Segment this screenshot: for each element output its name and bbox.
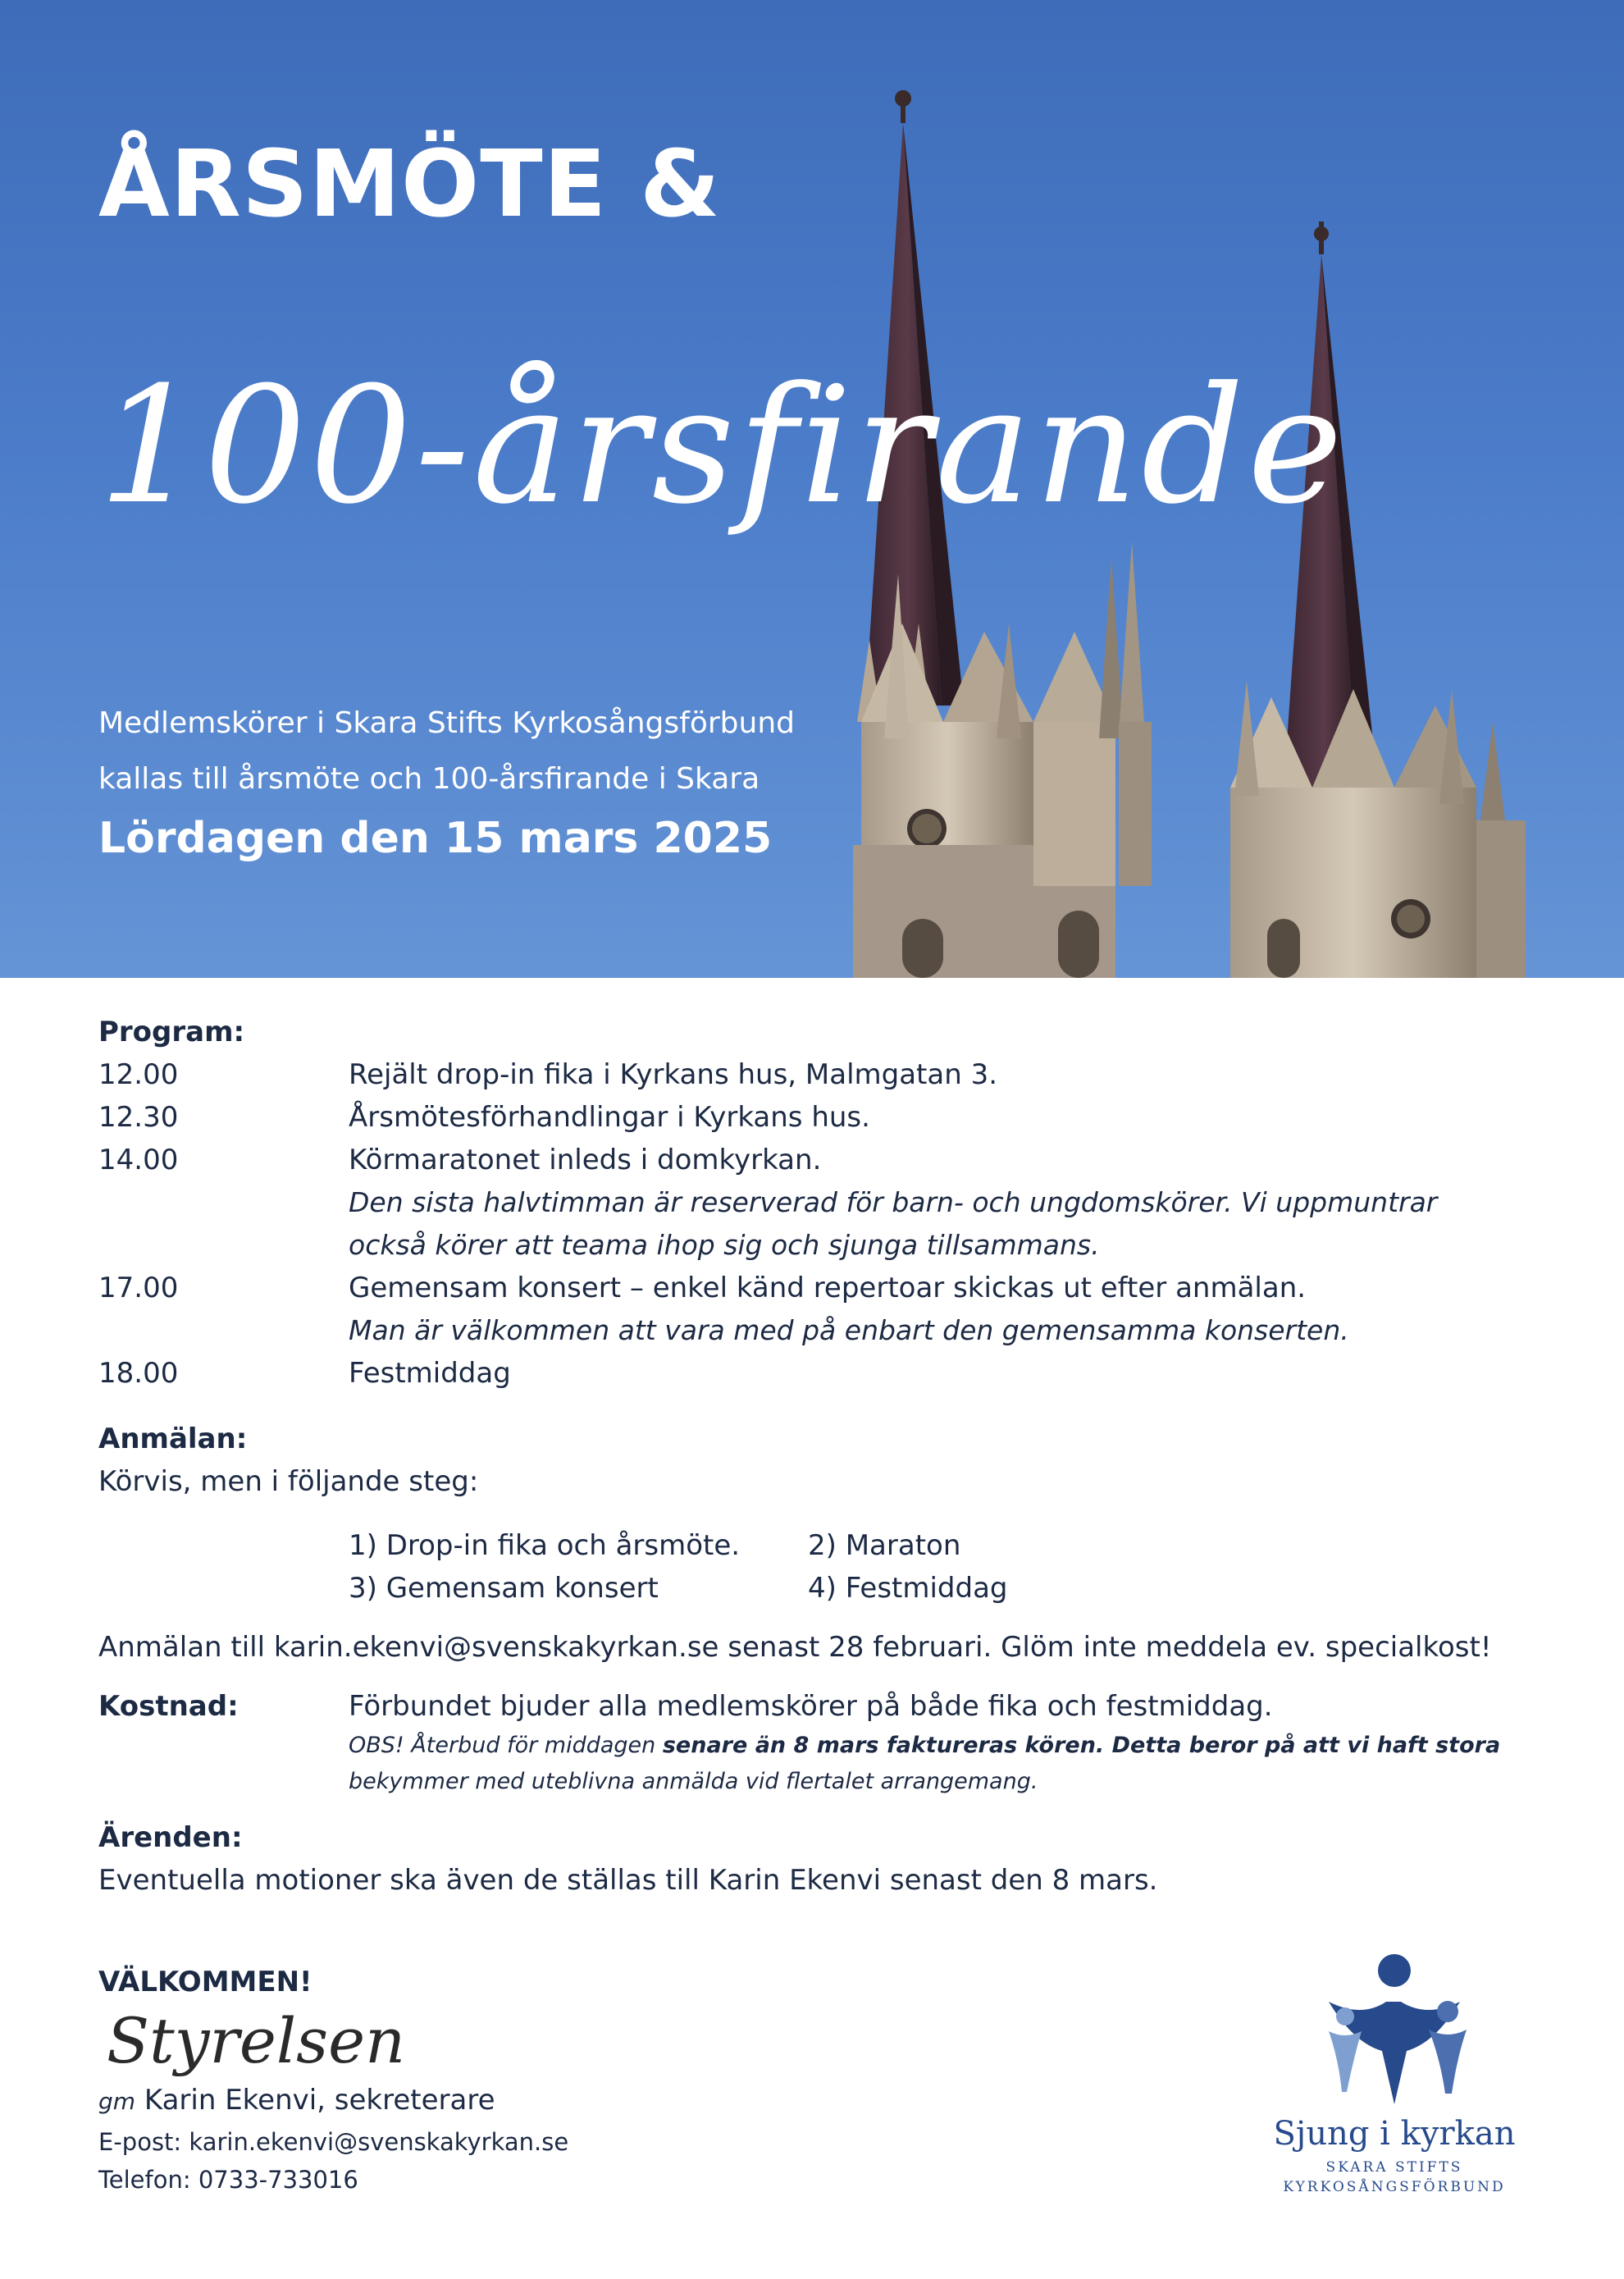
program-time: 17.00 (98, 1272, 179, 1304)
event-date: Lördagen den 15 mars 2025 (98, 814, 773, 863)
content-body (98, 1011, 1542, 1902)
title-line-1: ÅRSMÖTE & (98, 131, 721, 238)
program-row (98, 1139, 1542, 1181)
signup-intro: Körvis, men i följande steg: (98, 1465, 479, 1498)
singing-figures-icon (1296, 1952, 1493, 2117)
signatory (98, 2079, 837, 2123)
signup-step: 2) Maraton (808, 1529, 961, 1562)
intro-text (98, 696, 795, 807)
title-line-2: 100-årsfirande (98, 353, 1346, 540)
signatory-name: Karin Ekenvi, sekreterare (144, 2084, 495, 2117)
signup-contact-line: Anmälan till karin.ekenvi@svenskakyrkan.se senast 28 februari. Glöm inte meddela ev. specialkost! (98, 1631, 1492, 1664)
program-text: Gemensam konsert – enkel känd repertoar skickas ut efter anmälan. (349, 1272, 1307, 1304)
logo-subtitle-1: SKARA STIFTS (1325, 2159, 1463, 2176)
cost-note (98, 1728, 1542, 1764)
program-text: Årsmötesförhandlingar i Kyrkans hus. (349, 1101, 870, 1134)
gm-label: gm (98, 2088, 136, 2115)
logo-name: Sjung i kyrkan (1273, 2115, 1516, 2153)
program-text: Rejält drop-in fika i Kyrkans hus, Malmgatan 3. (349, 1058, 998, 1091)
program-time: 12.00 (98, 1058, 179, 1091)
signup-step: 3) Gemensam konsert (349, 1572, 659, 1605)
intro-line-2: kallas till årsmöte och 100-årsfirande i Skara (98, 762, 760, 796)
signup-step: 4) Festmiddag (808, 1572, 1008, 1605)
program-text: Festmiddag (349, 1357, 511, 1390)
hero-banner (0, 0, 1624, 978)
email-line: E-post: karin.ekenvi@svenskakyrkan.se (98, 2128, 569, 2156)
cost-note-line-2: bekymmer med uteblivna anmälda vid flertalet arrangemang. (349, 1769, 1038, 1794)
program-text: Körmaratonet inleds i domkyrkan. (349, 1144, 822, 1176)
signup-steps (98, 1524, 1542, 1610)
cost-label: Kostnad: (98, 1690, 239, 1723)
program-note: Den sista halvtimman är reserverad för barn- och ungdomskörer. Vi uppmuntrar (349, 1186, 1438, 1218)
program-row (98, 1267, 1542, 1309)
welcome-text: VÄLKOMMEN! (98, 1966, 312, 1998)
handwritten-signature: Styrelsen (107, 2004, 406, 2077)
program-time: 14.00 (98, 1144, 179, 1176)
logo-subtitle-2: KYRKOSÅNGSFÖRBUND (1283, 2179, 1506, 2195)
intro-line-1: Medlemskörer i Skara Stifts Kyrkosångsförbund (98, 706, 795, 740)
matters-heading: Ärenden: (98, 1821, 243, 1854)
cost-text: Förbundet bjuder alla medlemskörer på både fika och festmiddag. (349, 1690, 1273, 1723)
program-time: 18.00 (98, 1357, 179, 1390)
signature-block (98, 1961, 837, 2199)
program-note: också körer att teama ihop sig och sjunga tillsammans. (349, 1229, 1100, 1261)
program-time: 12.30 (98, 1101, 179, 1134)
program-row (98, 1096, 1542, 1139)
program-row (98, 1053, 1542, 1096)
signup-heading: Anmälan: (98, 1423, 248, 1455)
cost-row (98, 1685, 1542, 1728)
matters-text: Eventuella motioner ska även de ställas till Karin Ekenvi senast den 8 mars. (98, 1864, 1158, 1897)
phone-line: Telefon: 0733-733016 (98, 2166, 358, 2194)
program-heading: Program: (98, 1016, 245, 1048)
program-row (98, 1352, 1542, 1395)
cost-note-prefix: OBS! Återbud för middagen (349, 1733, 663, 1758)
signup-step: 1) Drop-in fika och årsmöte. (349, 1529, 741, 1562)
sjung-i-kyrkan-logo (1263, 1952, 1526, 2199)
cost-note-bold: senare än 8 mars faktureras kören. Detta beror på att vi haft stora (662, 1733, 1501, 1758)
program-note: Man är välkommen att vara med på enbart den gemensamma konserten. (349, 1314, 1349, 1346)
